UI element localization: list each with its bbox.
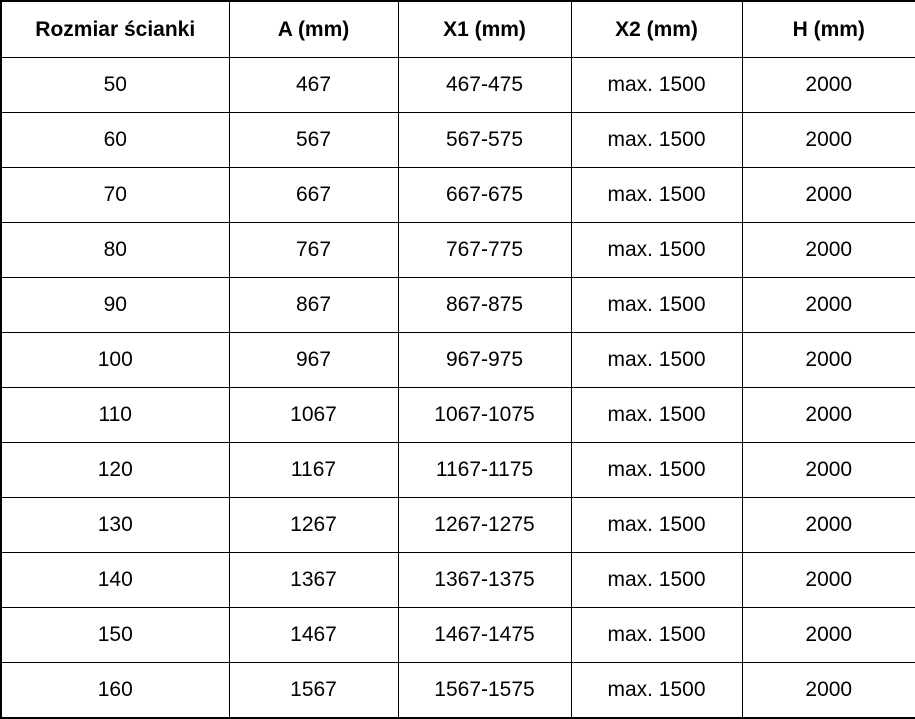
column-header-x2-mm: X2 (mm) bbox=[571, 1, 742, 58]
table-cell: 2000 bbox=[742, 223, 915, 278]
table-cell: max. 1500 bbox=[571, 223, 742, 278]
table-cell: 60 bbox=[1, 113, 229, 168]
table-cell: 90 bbox=[1, 278, 229, 333]
table-cell: max. 1500 bbox=[571, 388, 742, 443]
table-cell: 1267-1275 bbox=[398, 498, 571, 553]
column-header-h-mm: H (mm) bbox=[742, 1, 915, 58]
table-cell: 467 bbox=[229, 58, 398, 113]
table-row bbox=[1, 58, 915, 113]
table-cell: 50 bbox=[1, 58, 229, 113]
table-cell: max. 1500 bbox=[571, 113, 742, 168]
table-cell: 767 bbox=[229, 223, 398, 278]
table-cell: 1167-1175 bbox=[398, 443, 571, 498]
table-cell: max. 1500 bbox=[571, 58, 742, 113]
table-cell: 1067-1075 bbox=[398, 388, 571, 443]
table-cell: 1167 bbox=[229, 443, 398, 498]
table-cell: 1267 bbox=[229, 498, 398, 553]
table-row bbox=[1, 498, 915, 553]
table-cell: 2000 bbox=[742, 663, 915, 719]
table-cell: max. 1500 bbox=[571, 663, 742, 719]
table-cell: 2000 bbox=[742, 113, 915, 168]
table-cell: 567-575 bbox=[398, 113, 571, 168]
table-row bbox=[1, 278, 915, 333]
table-cell: 2000 bbox=[742, 278, 915, 333]
table-cell: 467-475 bbox=[398, 58, 571, 113]
table-cell: 2000 bbox=[742, 443, 915, 498]
table-cell: 967 bbox=[229, 333, 398, 388]
table-row bbox=[1, 388, 915, 443]
table-cell: 110 bbox=[1, 388, 229, 443]
table-cell: 70 bbox=[1, 168, 229, 223]
table-cell: max. 1500 bbox=[571, 278, 742, 333]
table-cell: 140 bbox=[1, 553, 229, 608]
table-cell: max. 1500 bbox=[571, 498, 742, 553]
table-cell: 2000 bbox=[742, 608, 915, 663]
table-cell: 2000 bbox=[742, 333, 915, 388]
table-cell: 1067 bbox=[229, 388, 398, 443]
table-cell: 2000 bbox=[742, 58, 915, 113]
table-cell: 2000 bbox=[742, 498, 915, 553]
table-cell: 2000 bbox=[742, 388, 915, 443]
table-row bbox=[1, 333, 915, 388]
table-body bbox=[1, 58, 915, 719]
table-cell: max. 1500 bbox=[571, 333, 742, 388]
table-cell: 567 bbox=[229, 113, 398, 168]
table-cell: 767-775 bbox=[398, 223, 571, 278]
table-row bbox=[1, 663, 915, 719]
table-cell: 2000 bbox=[742, 168, 915, 223]
table-cell: max. 1500 bbox=[571, 443, 742, 498]
table-row bbox=[1, 113, 915, 168]
table-cell: 967-975 bbox=[398, 333, 571, 388]
table-cell: max. 1500 bbox=[571, 553, 742, 608]
table-cell: 120 bbox=[1, 443, 229, 498]
column-header-x1-mm: X1 (mm) bbox=[398, 1, 571, 58]
table-cell: 667 bbox=[229, 168, 398, 223]
table-cell: 150 bbox=[1, 608, 229, 663]
column-header-rozmiar-scianki: Rozmiar ścianki bbox=[1, 1, 229, 58]
table-row bbox=[1, 553, 915, 608]
table-cell: 2000 bbox=[742, 553, 915, 608]
table-cell: 1467-1475 bbox=[398, 608, 571, 663]
table-cell: 100 bbox=[1, 333, 229, 388]
table-row bbox=[1, 223, 915, 278]
table-cell: 1367-1375 bbox=[398, 553, 571, 608]
table-cell: 130 bbox=[1, 498, 229, 553]
table-header-row bbox=[1, 1, 915, 58]
table-row bbox=[1, 168, 915, 223]
table-row bbox=[1, 443, 915, 498]
column-header-a-mm: A (mm) bbox=[229, 1, 398, 58]
table-cell: max. 1500 bbox=[571, 168, 742, 223]
table-cell: 867-875 bbox=[398, 278, 571, 333]
table-cell: 1467 bbox=[229, 608, 398, 663]
table-cell: 160 bbox=[1, 663, 229, 719]
table-cell: 1567-1575 bbox=[398, 663, 571, 719]
table-cell: 1367 bbox=[229, 553, 398, 608]
table-cell: max. 1500 bbox=[571, 608, 742, 663]
table-cell: 1567 bbox=[229, 663, 398, 719]
table-cell: 867 bbox=[229, 278, 398, 333]
table-cell: 80 bbox=[1, 223, 229, 278]
table-cell: 667-675 bbox=[398, 168, 571, 223]
table-row bbox=[1, 608, 915, 663]
